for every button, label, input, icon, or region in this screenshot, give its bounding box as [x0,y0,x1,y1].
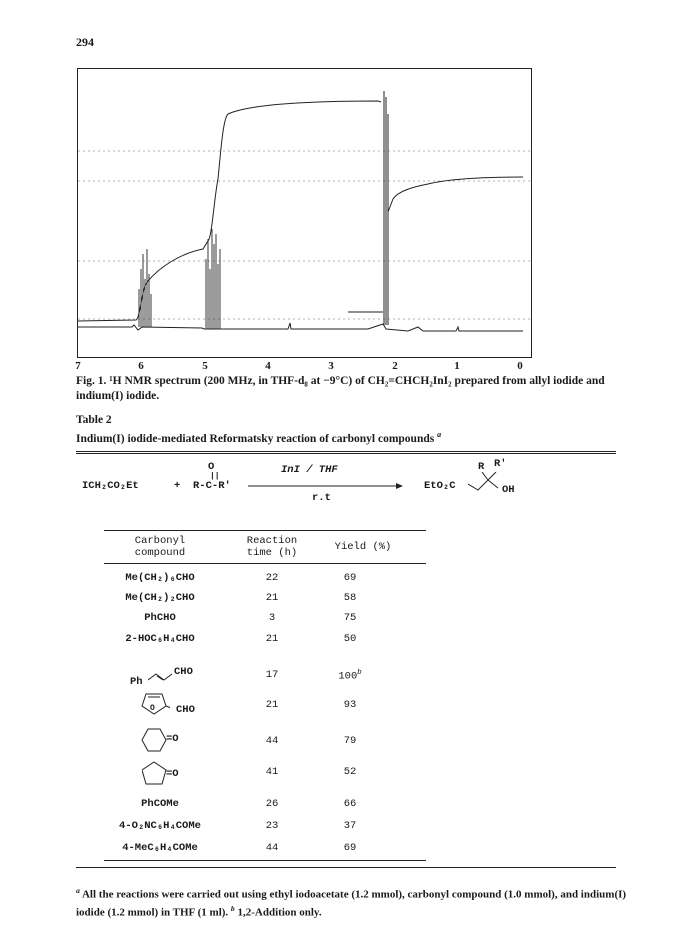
reaction-scheme [76,458,616,518]
structure-label-ph: Ph [130,676,143,688]
column-header-time [232,535,312,559]
table-cell-yield: 50 [343,633,357,645]
table-cell-yield: 79 [343,735,357,747]
structure-cinnamaldehyde [130,664,200,690]
scheme-conditions-reagent: InI / THF [281,464,338,476]
table-cell-time: 44 [265,842,279,854]
axis-tick-label: 5 [202,360,208,372]
table-footnote [76,884,636,919]
scheme-reagent-carbonyl: R-C-R' [193,480,231,492]
table-bottom-rule [76,867,616,868]
integral-curve-3 [388,177,523,212]
figure-caption-text: ¹H NMR spectrum (200 MHz, in THF-d₈ at −9°C) of CH₂=CHCH₂InI₂ prepared from allyl iodide and indium(I) iodide. [76,375,605,402]
column-header-yield: Yield (%) [334,541,392,553]
table-cell-compound: 4-MeC₆H₄COMe [122,842,198,854]
table-cell-yield: 69 [343,572,357,584]
table-cell-time: 3 [268,612,276,624]
footnote-text-b: 1,2-Addition only. [234,906,322,919]
table-cell-yield: 66 [343,798,357,810]
axis-tick-label: 6 [138,360,144,372]
table-cell-compound: Me(CH₂)₆CHO [125,572,195,584]
multiplet-4-9-ppm [206,229,220,329]
scheme-conditions-temperature: r.t [312,492,331,504]
table-cell-time: 17 [265,669,279,681]
table-header-top-rule [104,530,426,531]
table-cell-yield: 37 [343,820,357,832]
column-header-time-line-1: Reaction [246,535,298,547]
table-cell-time: 41 [265,766,279,778]
table-cell-time: 21 [265,592,279,604]
axis-tick-label: 7 [75,360,81,372]
yield-footnote-mark: b [357,669,362,677]
table-cell-yield: 52 [343,766,357,778]
footnote-mark-b: b [230,903,235,913]
table-header-bottom-rule [104,563,426,564]
structure-cyclopentanone [142,760,212,788]
table-title-text: Indium(I) iodide-mediated Reformatsky reaction of carbonyl compounds [76,432,435,445]
doublet-2-1-ppm [384,91,388,325]
scheme-reagent-iodoacetate: ICH₂CO₂Et [82,480,139,492]
figure-caption-label: Fig. 1. [76,375,107,387]
table-cell-compound: Me(CH₂)₂CHO [125,592,195,604]
nmr-spectrum-figure [77,68,532,358]
table-number: Table 2 [76,414,112,426]
scheme-product-hydroxyl: OH [502,484,515,496]
structure-label-cho: CHO [176,704,195,716]
table-cell-yield [338,669,361,683]
table-cell-time: 44 [265,735,279,747]
table-cell-time: 22 [265,572,279,584]
table-cell-yield: 93 [343,699,357,711]
axis-tick-label: 2 [392,360,398,372]
table-cell-compound: 4-O₂NC₆H₄COMe [119,820,201,832]
table-cell-yield: 58 [343,592,357,604]
axis-tick-label: 0 [517,360,523,372]
table-cell-yield-value: 100 [338,670,358,683]
table-cell-time: 21 [265,699,279,711]
scheme-carbonyl-oxygen: O [208,461,215,473]
scheme-product-skeleton [468,472,502,492]
structure-label-cho: CHO [174,666,193,678]
structure-label-ketone: =O [166,768,179,780]
integral-curve-1 [78,101,381,321]
page-number: 294 [76,35,94,49]
table-inner-bottom-rule [104,860,426,861]
table-cell-compound: 2-HOC₆H₄CHO [125,633,195,645]
scheme-double-bond: || [210,472,220,481]
column-header-time-line-2: time (h) [246,547,298,559]
scheme-plus-sign: + [174,480,181,492]
nmr-spectrum-plot [78,69,531,357]
table-title-footnote-mark: a [437,430,442,439]
table-top-rule-double [76,453,616,454]
structure-cyclohexanone [140,727,210,755]
structure-label-ketone: =O [166,733,179,745]
axis-tick-label: 3 [328,360,334,372]
scheme-reaction-arrow [248,482,403,490]
table-cell-time: 21 [265,633,279,645]
footnote-mark-a: a [76,886,80,895]
table-cell-compound: PhCOMe [141,798,179,810]
table-cell-time: 26 [265,798,279,810]
axis-tick-label: 4 [265,360,271,372]
table-cell-yield: 69 [343,842,357,854]
column-header-compound [108,535,212,559]
table-top-rule [76,451,616,452]
structure-label-o: O [150,704,155,713]
scheme-product-r: R [478,461,485,473]
table-cell-yield: 75 [343,612,357,624]
scheme-product-r-prime: R' [494,458,507,470]
table-title [76,430,441,445]
footnote-text-a: All the reactions were carried out using ethyl iodoacetate (1.2 mmol), carbonyl compound (1.0 mmol), and indium(I) iodide (1.2 mmol) in THF (1 ml). [76,888,627,919]
structure-bonds [148,672,174,684]
scheme-product-ester: EtO₂C [424,480,456,492]
figure-caption [76,374,616,404]
axis-tick-label: 1 [454,360,460,372]
table-cell-time: 23 [265,820,279,832]
table-cell-compound: PhCHO [144,612,176,624]
column-header-compound-line-1: Carbonyl [134,535,186,547]
column-header-compound-line-2: compound [134,547,186,559]
structure-furfural [140,690,210,720]
structure-furan-ring [140,690,170,716]
